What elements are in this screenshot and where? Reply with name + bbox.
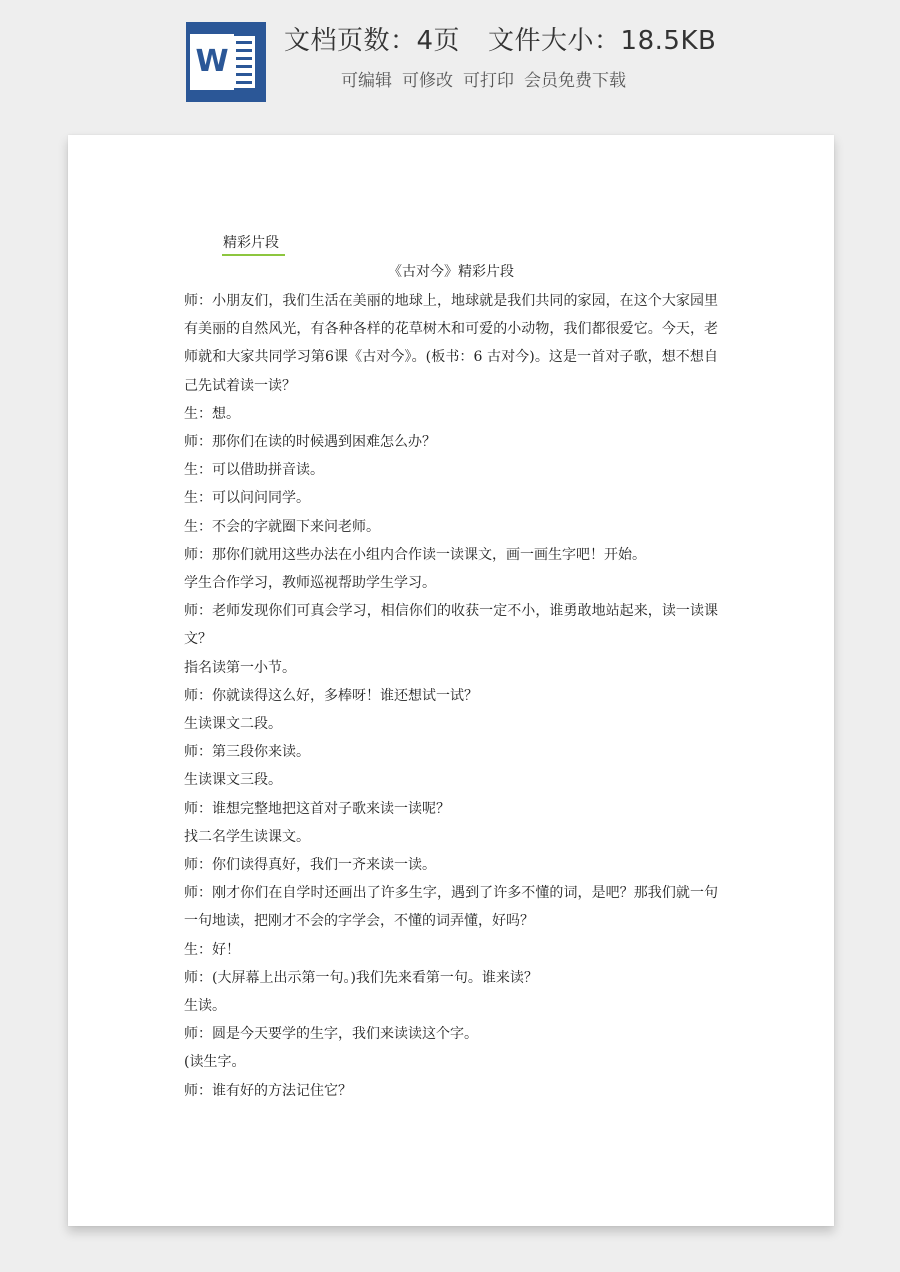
dialogue-paragraph: 师：那你们就用这些办法在小组内合作读一读课文，画一画生字吧！开始。 [184, 546, 646, 563]
feature-list [341, 66, 626, 91]
page-count-label: 文档页数：4页 [284, 26, 461, 56]
dialogue-paragraph: 指名读第一小节。 [184, 659, 296, 676]
document-title: 《古对今》精彩片段 [388, 264, 514, 280]
dialogue-paragraph: 师：谁想完整地把这首对子歌来读一读呢？ [184, 800, 450, 817]
dialogue-paragraph: 师：小朋友们，我们生活在美丽的地球上，地球就是我们共同的家园，在这个大家园里有美丽的自然风光，有各种各样的花草树木和可爱的小动物，我们都很爱它。今天，老师就和大家共同学习第6课《古对今》。(板书：6 古对今)。这是一首对子歌，想不想自己先试着读一读？ [184, 293, 718, 394]
dialogue-paragraph: 师：圆是今天要学的生字，我们来读读这个字。 [184, 1026, 478, 1043]
dialogue-paragraph: 学生合作学习，教师巡视帮助学生学习。 [184, 575, 436, 592]
document-lines-icon [233, 36, 255, 88]
file-size-label: 文件大小：18.5KB [488, 26, 717, 56]
feature-item: 可编辑 [341, 71, 392, 91]
dialogue-paragraph: 生：不会的字就圈下来问老师。 [184, 518, 380, 535]
promo-header [0, 0, 900, 118]
dialogue-paragraph: 生读课文二段。 [184, 716, 282, 733]
dialogue-paragraph: 生读。 [184, 998, 226, 1015]
word-document-icon [186, 22, 266, 102]
dialogue-paragraph: 找二名学生读课文。 [184, 828, 310, 845]
feature-item: 可打印 [463, 71, 514, 91]
dialogue-paragraph: 师：刚才你们在自学时还画出了许多生字，遇到了许多不懂的词，是吧？那我们就一句一句地读，把刚才不会的字学会，不懂的词弄懂，好吗？ [184, 885, 718, 930]
dialogue-paragraph: 师：你就读得这么好，多棒呀！谁还想试一试？ [184, 687, 478, 704]
dialogue-paragraph: (读生字。 [184, 1054, 246, 1071]
dialogue-paragraph: 生：想。 [184, 405, 240, 422]
dialogue-paragraph: 师：老师发现你们可真会学习，相信你们的收获一定不小，谁勇敢地站起来，读一读课文？ [184, 603, 718, 648]
dialogue-paragraph: 生读课文三段。 [184, 772, 282, 789]
file-info-title [284, 20, 716, 57]
section-heading: 精彩片段 [222, 232, 285, 256]
dialogue-paragraph: 生：好！ [184, 941, 240, 958]
dialogue-paragraph: 师：谁有好的方法记住它？ [184, 1082, 352, 1099]
word-letter: W [190, 34, 234, 90]
dialogue-paragraph: 生：可以借助拼音读。 [184, 462, 324, 479]
feature-item: 可修改 [402, 71, 453, 91]
dialogue-paragraph: 师：你们读得真好，我们一齐来读一读。 [184, 857, 436, 874]
feature-item: 会员免费下载 [524, 71, 626, 91]
dialogue-paragraph: 生：可以问问同学。 [184, 490, 310, 507]
dialogue-paragraph: 师：(大屏幕上出示第一句。)我们先来看第一句。谁来读？ [184, 969, 538, 986]
dialogue-paragraph: 师：第三段你来读。 [184, 744, 310, 761]
document-page [68, 135, 834, 1226]
document-body [184, 287, 718, 1105]
dialogue-paragraph: 师：那你们在读的时候遇到困难怎么办？ [184, 434, 436, 451]
